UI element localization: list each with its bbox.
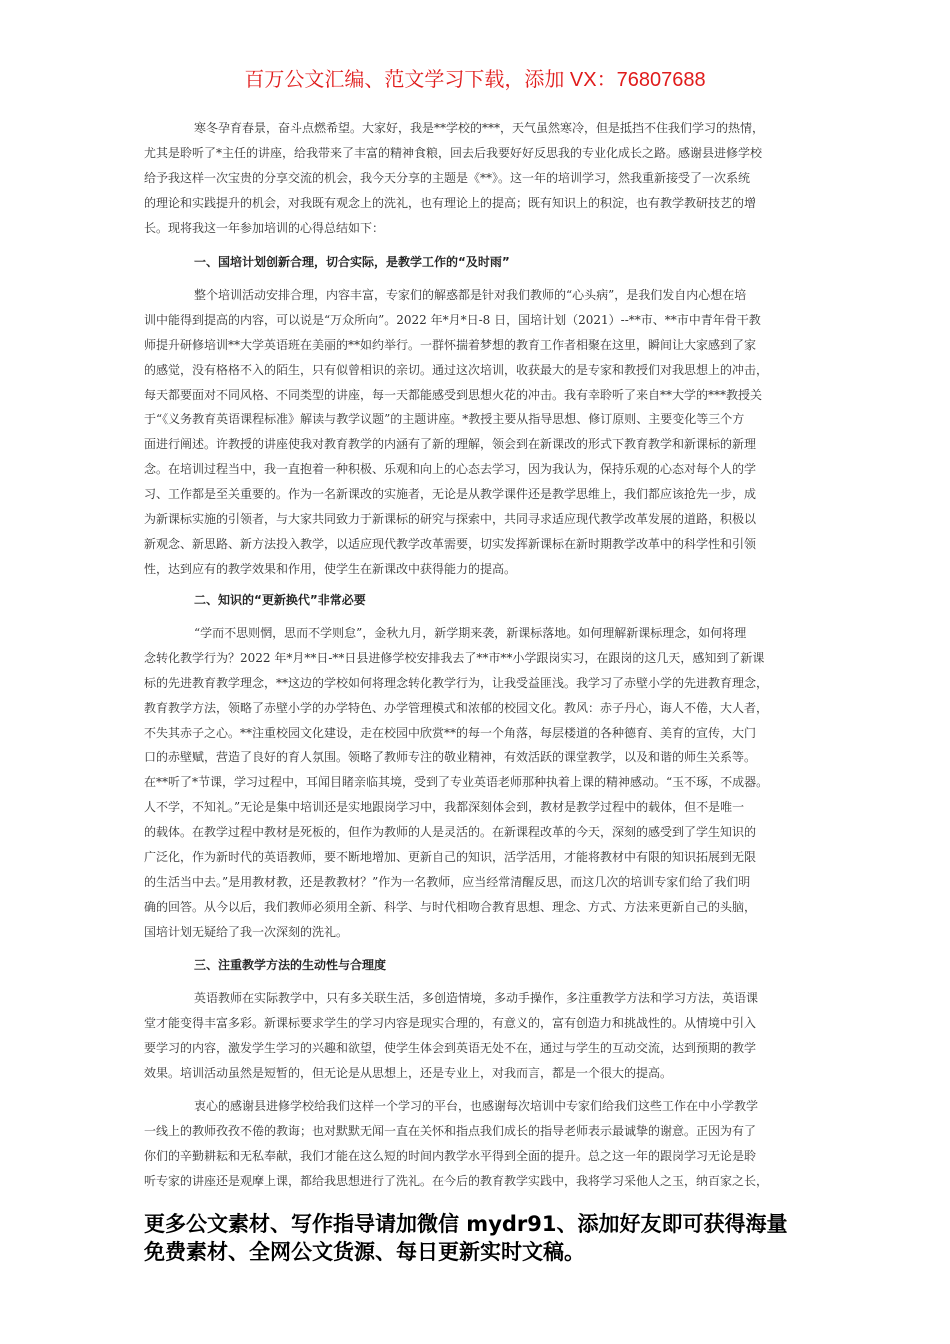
text-line: 念。在培训过程当中，我一直抱着一种积极、乐观和向上的心态去学习，因为我认为，保持乐观的心态对每个人的学 bbox=[144, 462, 757, 477]
text-line: 每天都要面对不同风格、不同类型的讲座，每一天都能感受到思想火花的冲击。我有幸聆听了来自**大学的***教授关 bbox=[144, 387, 763, 402]
text-line: 寒冬孕育春景，奋斗点燃希望。大家好，我是**学校的***，天气虽然寒冷，但是抵挡不住我们学习的热情， bbox=[194, 121, 765, 135]
text-line: 的感觉，没有格格不入的陌生，只有似曾相识的亲切。通过这次培训，收获最大的是专家和教授们对我思想上的冲击， bbox=[144, 362, 769, 377]
text-line: 要学习的内容，激发学生学习的兴趣和欲望，使学生体会到英语无处不在，通过与学生的互动交流，达到预期的教学 bbox=[144, 1040, 757, 1055]
footer-promo bbox=[144, 1210, 824, 1266]
text-line: 师提升研修培训**大学英语班在美丽的**如约举行。一群怀揣着梦想的教育工作者相聚在这里，瞬间让大家感到了家 bbox=[144, 337, 757, 352]
paragraph-section-1 bbox=[144, 283, 814, 582]
text-line: 面进行阐述。许教授的讲座使我对教育教学的内涵有了新的理解，领会到在新课改的形式下教育教学和新课标的新理 bbox=[144, 437, 757, 452]
text-line: 整个培训活动安排合理，内容丰富，专家们的解惑都是针对我们教师的“心头病”，是我们发自内心想在培 bbox=[194, 288, 747, 302]
text-line: 尤其是聆听了*主任的讲座，给我带来了丰富的精神食粮，回去后我要好好反思我的专业化成长之路。感谢县进修学校 bbox=[144, 145, 763, 160]
text-line: 性，达到应有的教学效果和作用，使学生在新课改中获得能力的提高。 bbox=[144, 561, 517, 576]
text-line: 堂才能变得丰富多彩。新课标要求学生的学习内容是现实合理的，有意义的，富有创造力和挑战性的。从情境中引入 bbox=[144, 1015, 757, 1030]
text-line: 长。现将我这一年参加培训的心得总结如下： bbox=[144, 220, 385, 235]
text-line: 为新课标实施的引领者，与大家共同致力于新课标的研究与探索中，共同寻求适应现代教学改革发展的道路，积极以 bbox=[144, 512, 757, 527]
text-line: 效果。培训活动虽然是短暂的，但无论是从思想上，还是专业上，对我而言，都是一个很大的提高。 bbox=[144, 1065, 673, 1080]
heading-1: 一、国培计划创新合理，切合实际，是教学工作的“及时雨” bbox=[194, 255, 510, 269]
text-line: 人不学，不知礼。”无论是集中培训还是实地跟岗学习中，我都深刻体会到，教材是教学过程中的载体，但不是唯一 bbox=[144, 800, 745, 815]
footer-line-2: 免费素材、全网公文货源、每日更新实时文稿。 bbox=[144, 1240, 585, 1264]
text-line: 的理论和实践提升的机会，对我既有观念上的洗礼，也有理论上的提高；既有知识上的积淀，也有教学教研技艺的增 bbox=[144, 195, 757, 210]
text-line: 一线上的教师孜孜不倦的教诲；也对默默无闻一直在关怀和指点我们成长的指导老师表示最诚挚的谢意。正因为有了 bbox=[144, 1123, 757, 1138]
text-line: 习、工作都是至关重要的。作为一名新课改的实施者，无论是从教学课件还是教学思维上，我们都应该抢先一步，成 bbox=[144, 487, 757, 502]
heading-3: 三、注重教学方法的生动性与合理度 bbox=[194, 958, 387, 972]
header-watermark: 百万公文汇编、范文学习下载，添加 VX：76807688 bbox=[244, 69, 706, 91]
text-line: 英语教师在实际教学中，只有多关联生活，多创造情境，多动手操作，多注重教学方法和学习方法，英语课 bbox=[194, 991, 759, 1005]
text-line: 广泛化，作为新时代的英语教师，要不断地增加、更新自己的知识，活学活用，才能将教材中有限的知识拓展到无限 bbox=[144, 850, 757, 865]
text-line: 国培计划无疑给了我一次深刻的洗礼。 bbox=[144, 924, 349, 939]
text-line: 于“《义务教育英语课程标准》解读与教学议题”的主题讲座。*教授主要从指导思想、修订原则、主要变化等三个方 bbox=[144, 412, 745, 427]
text-line: 的生活当中去。”是用教材教，还是教教材？”作为一名教师，应当经常清醒反思，而这几次的培训专家们给了我们明 bbox=[144, 874, 751, 889]
text-line: 听专家的讲座还是观摩上课，都给我思想进行了洗礼。在今后的教育教学实践中，我将学习采他人之玉，纳百家之长， bbox=[144, 1173, 769, 1188]
text-line: 口的赤壁赋，营造了良好的育人氛围。领略了教师专注的敬业精神，有效活跃的课堂教学，以及和谐的师生关系等。 bbox=[144, 750, 757, 765]
text-line: 的载体。在教学过程中教材是死板的，但作为教师的人是灵活的。在新课程改革的今天，深刻的感受到了学生知识的 bbox=[144, 825, 757, 840]
text-line: 训中能得到提高的内容，可以说是“万众所向”。2022 年*月*日-8 日，国培计划（2021）--**市、**市中青年骨干教 bbox=[144, 312, 761, 327]
footer-line-1: 更多公文素材、写作指导请加微信 mydr91、添加好友即可获得海量 bbox=[144, 1212, 788, 1236]
paragraph-closing bbox=[144, 1094, 814, 1194]
paragraph-section-2 bbox=[144, 621, 814, 945]
text-line: 确的回答。从今以后，我们教师必须用全新、科学、与时代相吻合教育思想、理念、方式、方法来更新自己的头脑， bbox=[144, 899, 757, 914]
text-line: 新观念、新思路、新方法投入教学，以适应现代教学改革需要，切实发挥新课标在新时期教学改革中的科学性和引领 bbox=[144, 536, 757, 551]
text-line: “学而不思则惘，思而不学则怠”，金秋九月，新学期来袭，新课标落地。如何理解新课标理念，如何将理 bbox=[194, 626, 747, 640]
heading-2: 二、知识的“更新换代”非常必要 bbox=[194, 593, 366, 607]
text-line: 给予我这样一次宝贵的分享交流的机会，我今天分享的主题是《**》。这一年的培训学习，然我重新接受了一次系统 bbox=[144, 170, 751, 185]
text-line: 标的先进教育教学理念，**这边的学校如何将理念转化教学行为，让我受益匪浅。我学习了赤壁小学的先进教育理念， bbox=[144, 675, 769, 690]
paragraph-section-3 bbox=[144, 986, 814, 1086]
paragraph-intro bbox=[144, 116, 814, 240]
text-line: 你们的辛勤耕耘和无私奉献，我们才能在这么短的时间内教学水平得到全面的提升。总之这一年的跟岗学习无论是聆 bbox=[144, 1148, 757, 1163]
text-line: 念转化教学行为？2022 年*月**日-**日县进修学校安排我去了**市**小学跟岗实习，在跟岗的这几天，感知到了新课 bbox=[144, 650, 765, 665]
text-line: 衷心的感谢县进修学校给我们这样一个学习的平台，也感谢每次培训中专家们给我们这些工作在中小学教学 bbox=[194, 1099, 759, 1113]
text-line: 教育教学方法，领略了赤壁小学的办学特色、办学管理模式和浓郁的校园文化。教风：赤子丹心，诲人不倦，大人者， bbox=[144, 700, 769, 715]
text-line: 在**听了*节课，学习过程中，耳闻目睹亲临其境，受到了专业英语老师那种执着上课的精神感动。“玉不琢，不成器。 bbox=[144, 775, 769, 790]
text-line: 不失其赤子之心。**注重校园文化建设，走在校园中欣赏**的每一个角落，每层楼道的各种德育、美育的宣传，大门 bbox=[144, 725, 757, 740]
